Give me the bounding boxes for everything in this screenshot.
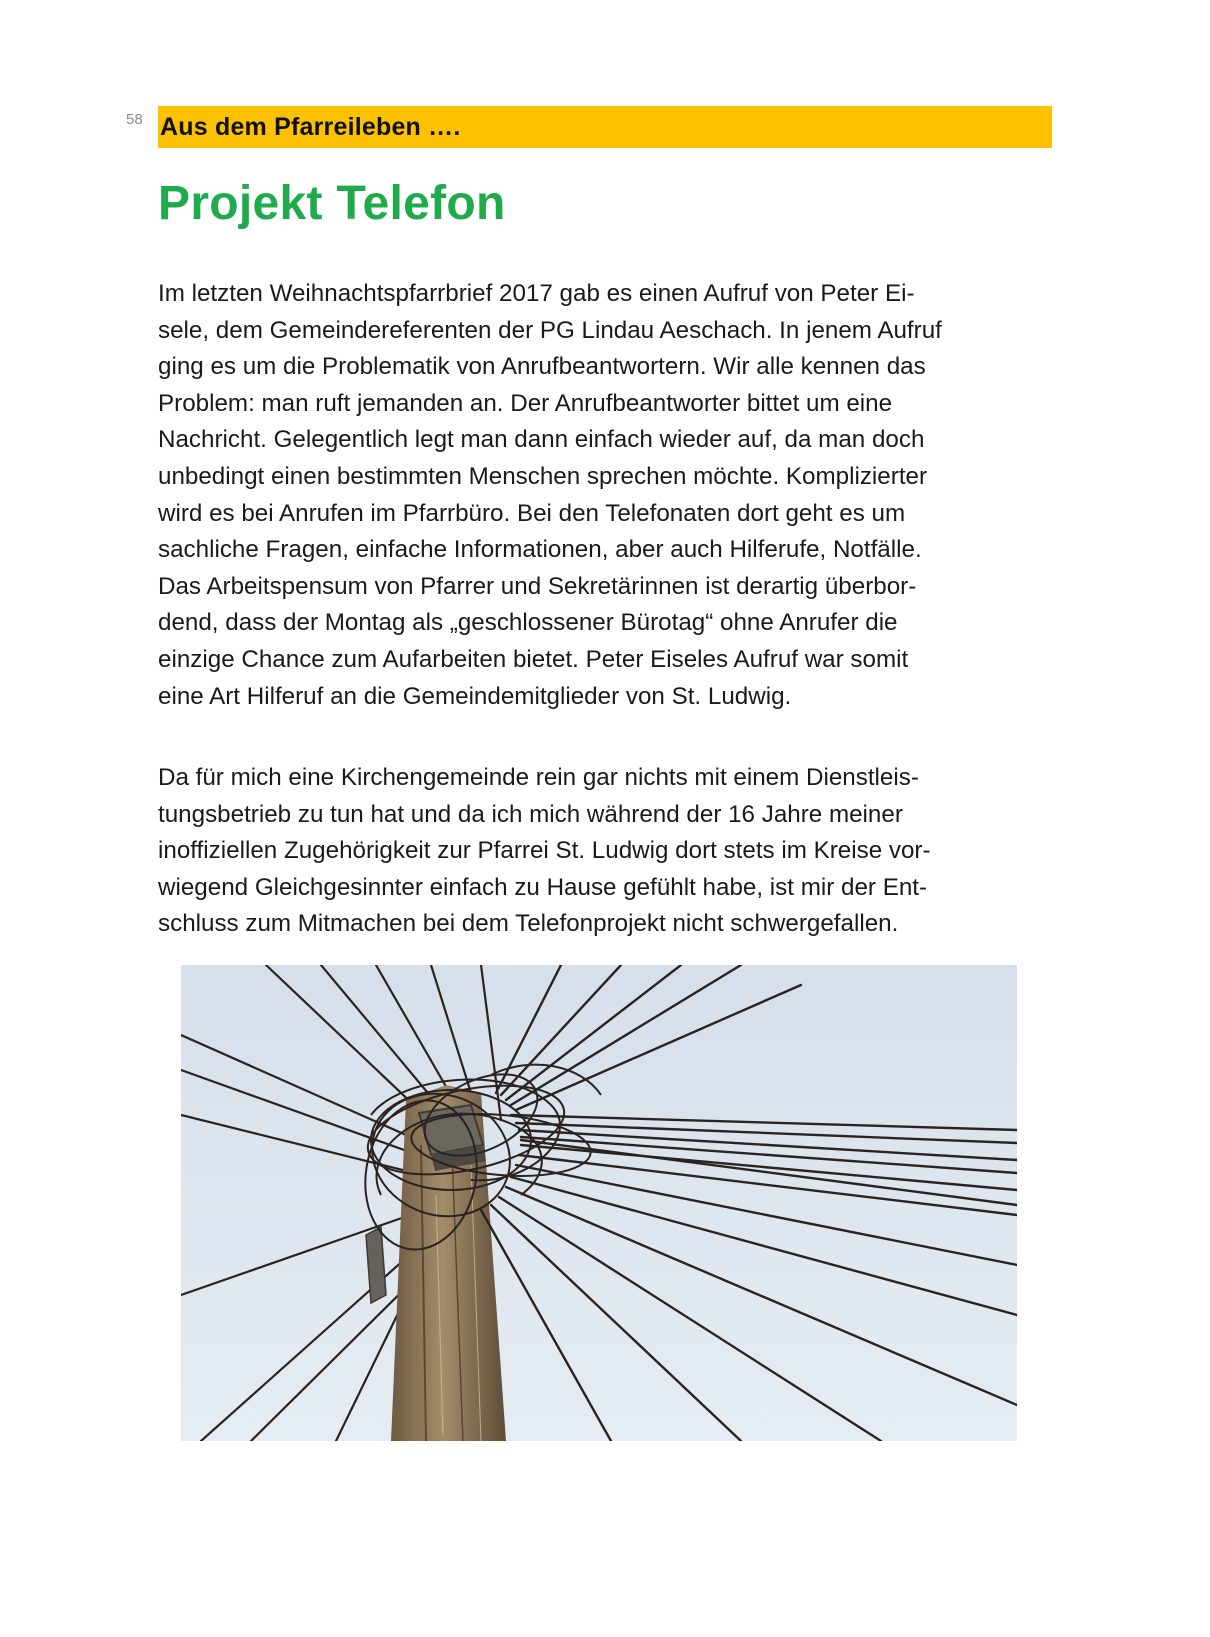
paragraph-line: wiegend Gleichgesinnter einfach zu Hause gefühlt habe, ist mir der Ent- [158, 873, 928, 901]
paragraph-line: dend, dass der Montag als „geschlossener Bürotag“ ohne Anrufer die [158, 609, 898, 637]
paragraph-line: einzige Chance zum Aufarbeiten bietet. Peter Eiseles Aufruf war somit [158, 645, 909, 673]
paragraph-line: Da für mich eine Kirchengemeinde rein gar nichts mit einem Dienstleis- [158, 764, 919, 791]
article-paragraph-2 [158, 760, 1058, 943]
paragraph-line: sele, dem Gemeindereferenten der PG Lindau Aeschach. In jenem Aufruf [158, 316, 942, 344]
paragraph-line: Nachricht. Gelegentlich legt man dann einfach wieder auf, da man doch [158, 426, 925, 454]
paragraph-line: Das Arbeitspensum von Pfarrer und Sekretärinnen ist derartig überbor- [158, 572, 917, 600]
article-paragraph-1 [158, 276, 1058, 715]
paragraph-line: tungsbetrieb zu tun hat und da ich mich während der 16 Jahre meiner [158, 800, 903, 828]
paragraph-line: wird es bei Anrufen im Pfarrbüro. Bei den Telefonaten dort geht es um [158, 499, 906, 527]
paragraph-line: inoffiziellen Zugehörigkeit zur Pfarrei St. Ludwig dort stets im Kreise vor- [158, 837, 931, 865]
paragraph-line: schluss zum Mitmachen bei dem Telefonprojekt nicht schwergefallen. [158, 910, 899, 938]
paragraph-line: sachliche Fragen, einfache Informationen, aber auch Hilferufe, Notfälle. [158, 536, 922, 564]
sky-background [181, 965, 1017, 1441]
telephone-pole-illustration [181, 965, 1017, 1441]
paragraph-line: unbedingt einen bestimmten Menschen sprechen möchte. Komplizierter [158, 462, 928, 490]
article-title: Projekt Telefon [158, 177, 506, 230]
paragraph-line: Im letzten Weihnachtspfarrbrief 2017 gab es einen Aufruf von Peter Ei- [158, 280, 915, 307]
page-number: 58 [126, 111, 143, 128]
section-header-label: Aus dem Pfarreileben …. [160, 112, 461, 141]
section-header-bar [158, 106, 1052, 148]
telephone-pole-photo [181, 965, 1017, 1441]
paragraph-line: ging es um die Problematik von Anrufbeantwortern. Wir alle kennen das [158, 353, 926, 381]
paragraph-line: Problem: man ruft jemanden an. Der Anrufbeantworter bittet um eine [158, 389, 893, 417]
paragraph-line: eine Art Hilferuf an die Gemeindemitglieder von St. Ludwig. [158, 682, 792, 710]
